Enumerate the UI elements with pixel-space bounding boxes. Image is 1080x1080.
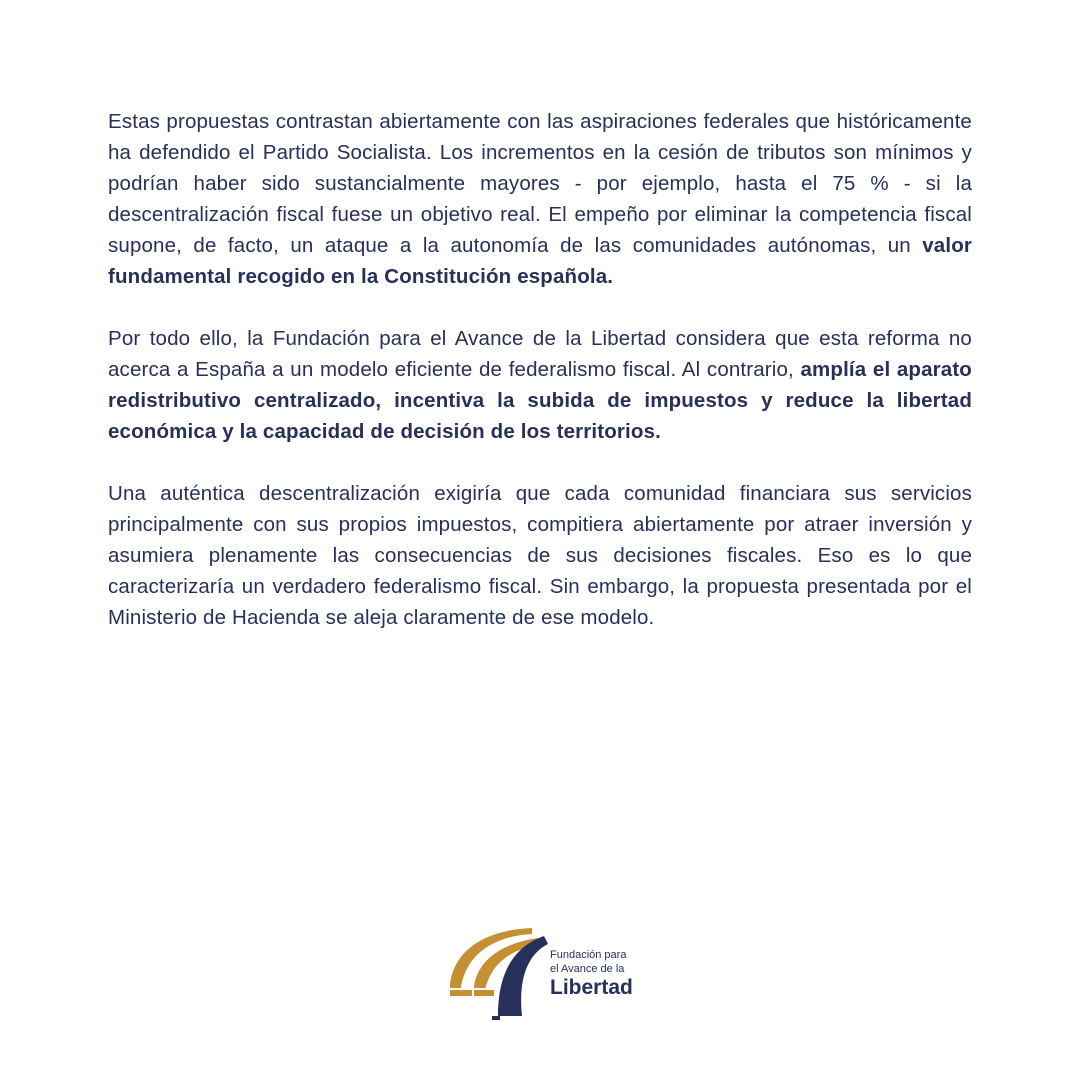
road-arch-logo-icon [448,924,548,1020]
paragraph-1 [108,106,972,292]
logo-line-1: Fundación para [550,949,627,961]
paragraph-2-text: Por todo ello, la Fundación para el Avance de la Libertad considera que esta reforma no acerca a España a un modelo eficiente de federalismo fiscal. Al contrario, [108,327,972,381]
article-body [108,106,972,664]
paragraph-2 [108,323,972,447]
logo-wordmark [550,948,633,1000]
logo-line-3: Libertad [550,976,633,999]
foundation-logo [448,924,648,1020]
logo-line-2: el Avance de la [550,963,625,975]
paragraph-2-bold: amplía el aparato redistributivo centralizado, incentiva la subida de impuestos y reduce la libertad económica y la capacidad de decisión de los territorios. [108,358,972,443]
paragraph-3 [108,478,972,633]
paragraph-3-text: Una auténtica descentralización exigiría que cada comunidad financiara sus servicios principalmente con sus propios impuestos, compitiera abiertamente por atraer inversión y asumiera plenamente las consecuencias de sus decisiones fiscales. Eso es lo que caracterizaría un verdadero federalismo fiscal. Sin embargo, la propuesta presentada por el Ministerio de Hacienda se aleja claramente de ese modelo. [108,482,972,629]
paragraph-1-text: Estas propuestas contrastan abiertamente con las aspiraciones federales que históricamente ha defendido el Partido Socialista. Los incrementos en la cesión de tributos son mínimos y podrían haber sido sustancialmente mayores - por ejemplo, hasta el 75 % - si la descentralización fiscal fuese un objetivo real. El empeño por eliminar la competencia fiscal supone, de facto, un ataque a la autonomía de las comunidades autónomas, un [108,110,972,257]
paragraph-1-bold: valor fundamental recogido en la Constitución española. [108,234,972,288]
